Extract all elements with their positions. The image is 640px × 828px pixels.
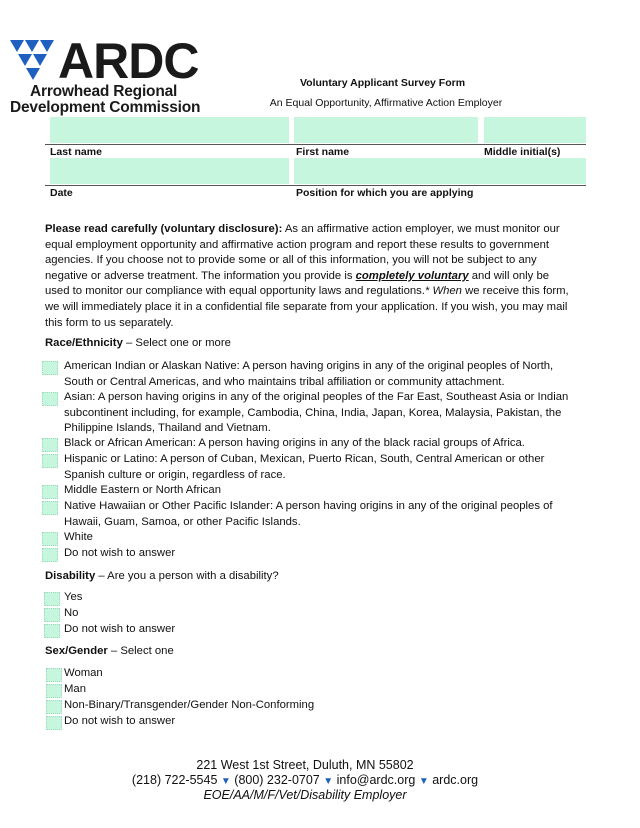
- footer-eoe-text: EOE/AA/M/F/Vet/Disability Employer: [203, 788, 407, 802]
- disability-heading-label: Disability: [45, 570, 96, 582]
- race-instruction: – Select one or more: [122, 337, 231, 349]
- disability-checkbox-yes[interactable]: [44, 592, 60, 606]
- race-checkbox-black[interactable]: [42, 438, 58, 452]
- logo-line-1: Arrowhead Regional: [30, 83, 178, 100]
- race-option-asian: Asian: A person having origins in any of the original peoples of the Far East, Southeast Asia or Indian subcontinent including, for example, Cambodia, China, India, Japan, Korea, Malaysia, Pakistan, the Philippine Islands, Thailand and Vietnam.: [64, 391, 569, 435]
- date-label: Date: [50, 187, 73, 199]
- disability-checkbox-no[interactable]: [44, 608, 60, 622]
- logo-line-2: Development Commission: [10, 99, 201, 116]
- race-option-hispanic: Hispanic or Latino: A person of Cuban, Mexican, Puerto Rican, South, Central American or other Spanish culture or origin, regardless of race.: [64, 453, 545, 481]
- intro-text-2: and will only be used to monitor our compliance with equal opportunity laws and regulations.: [45, 269, 550, 298]
- disability-option-no: No: [64, 607, 79, 619]
- position-input[interactable]: [294, 158, 586, 184]
- footer-phone-1: (218) 722-5545: [131, 773, 218, 787]
- race-heading-label: Race/Ethnicity: [45, 337, 123, 349]
- last-name-input[interactable]: [50, 117, 289, 143]
- gender-checkbox-no-answer[interactable]: [46, 716, 62, 730]
- gender-heading-label: Sex/Gender: [45, 645, 108, 657]
- separator-triangle-icon: ▼: [418, 776, 429, 787]
- race-option-black: Black or African American: A person having origins in any of the black racial groups of Africa.: [64, 437, 525, 449]
- gender-option-man: Man: [64, 683, 86, 695]
- race-option-middle-eastern: Middle Eastern or North African: [64, 484, 221, 496]
- gender-heading: [45, 645, 174, 657]
- last-name-label: Last name: [50, 146, 102, 158]
- race-option-no-answer: Do not wish to answer: [64, 547, 176, 559]
- footer-website[interactable]: ardc.org: [432, 773, 479, 787]
- disability-heading: [45, 570, 279, 582]
- race-option-native-hawaiian: Native Hawaiian or Other Pacific Islander: A person having origins in any of the original peoples of Hawaii, Guam, Samoa, or other Pacific Islands.: [64, 500, 553, 528]
- race-checkbox-asian[interactable]: [42, 392, 58, 406]
- disability-checkbox-no-answer[interactable]: [44, 624, 60, 638]
- gender-checkbox-non-binary[interactable]: [46, 700, 62, 714]
- gender-instruction: – Select one: [107, 645, 174, 657]
- separator-triangle-icon: ▼: [323, 776, 334, 787]
- disability-instruction: – Are you a person with a disability?: [95, 570, 279, 582]
- middle-initial-input[interactable]: [484, 117, 586, 143]
- first-name-input[interactable]: [294, 117, 478, 143]
- race-checkbox-hispanic[interactable]: [42, 454, 58, 468]
- race-checkbox-middle-eastern[interactable]: [42, 485, 58, 499]
- ardc-logo: [10, 33, 201, 116]
- race-checkbox-native-hawaiian[interactable]: [42, 501, 58, 515]
- race-checkbox-no-answer[interactable]: [42, 548, 58, 562]
- disability-option-yes: Yes: [64, 591, 83, 603]
- intro-text-1: As an affirmative action employer, we must monitor our equal employment opportunity and affirmative action program and report these results to government agencies. If you choose not to provide some or all of this information, you will not be subject to any negative or adverse treatment. The information you provide is: [45, 223, 560, 282]
- race-option-american-indian: American Indian or Alaskan Native: A person having origins in any of the original peoples of North, South or Central Americas, and who maintains tribal affiliation or community attachment.: [64, 360, 554, 388]
- race-option-white: White: [64, 531, 93, 543]
- disability-option-no-answer: Do not wish to answer: [64, 623, 176, 635]
- date-row-underline: [45, 185, 586, 186]
- race-checkbox-american-indian[interactable]: [42, 361, 58, 375]
- intro-italic: * When: [424, 285, 462, 298]
- date-input[interactable]: [50, 158, 289, 184]
- logo-wordmark: ARDC: [58, 33, 199, 89]
- footer-contact: [0, 773, 610, 787]
- footer-phone-2: (800) 232-0707: [234, 773, 320, 787]
- name-row-underline: [45, 144, 586, 145]
- footer-email[interactable]: info@ardc.org: [336, 773, 416, 787]
- gender-option-no-answer: Do not wish to answer: [64, 715, 176, 727]
- middle-initial-label: Middle initial(s): [484, 146, 561, 158]
- intro-lead: Please read carefully (voluntary disclosure):: [45, 223, 283, 235]
- gender-option-non-binary: Non-Binary/Transgender/Gender Non-Conforming: [64, 699, 315, 711]
- footer-eoe: [0, 788, 610, 802]
- gender-checkbox-woman[interactable]: [46, 668, 62, 682]
- footer-address: 221 West 1st Street, Duluth, MN 55802: [196, 758, 414, 772]
- race-checkbox-white[interactable]: [42, 532, 58, 546]
- position-label: Position for which you are applying: [296, 187, 474, 199]
- gender-option-woman: Woman: [64, 667, 103, 679]
- intro-paragraph: [45, 222, 575, 331]
- first-name-label: First name: [296, 146, 350, 158]
- form-subtitle: An Equal Opportunity, Affirmative Action Employer: [269, 97, 503, 109]
- intro-emphasis: completely voluntary: [355, 269, 469, 282]
- gender-checkbox-man[interactable]: [46, 684, 62, 698]
- intro-text-3: we receive this form, we will immediately place it in a confidential file separate from your application. If you wish, you may mail this form to us separately.: [45, 285, 569, 329]
- race-heading: [45, 337, 231, 349]
- separator-triangle-icon: ▼: [220, 776, 231, 787]
- form-title: Voluntary Applicant Survey Form: [299, 77, 466, 89]
